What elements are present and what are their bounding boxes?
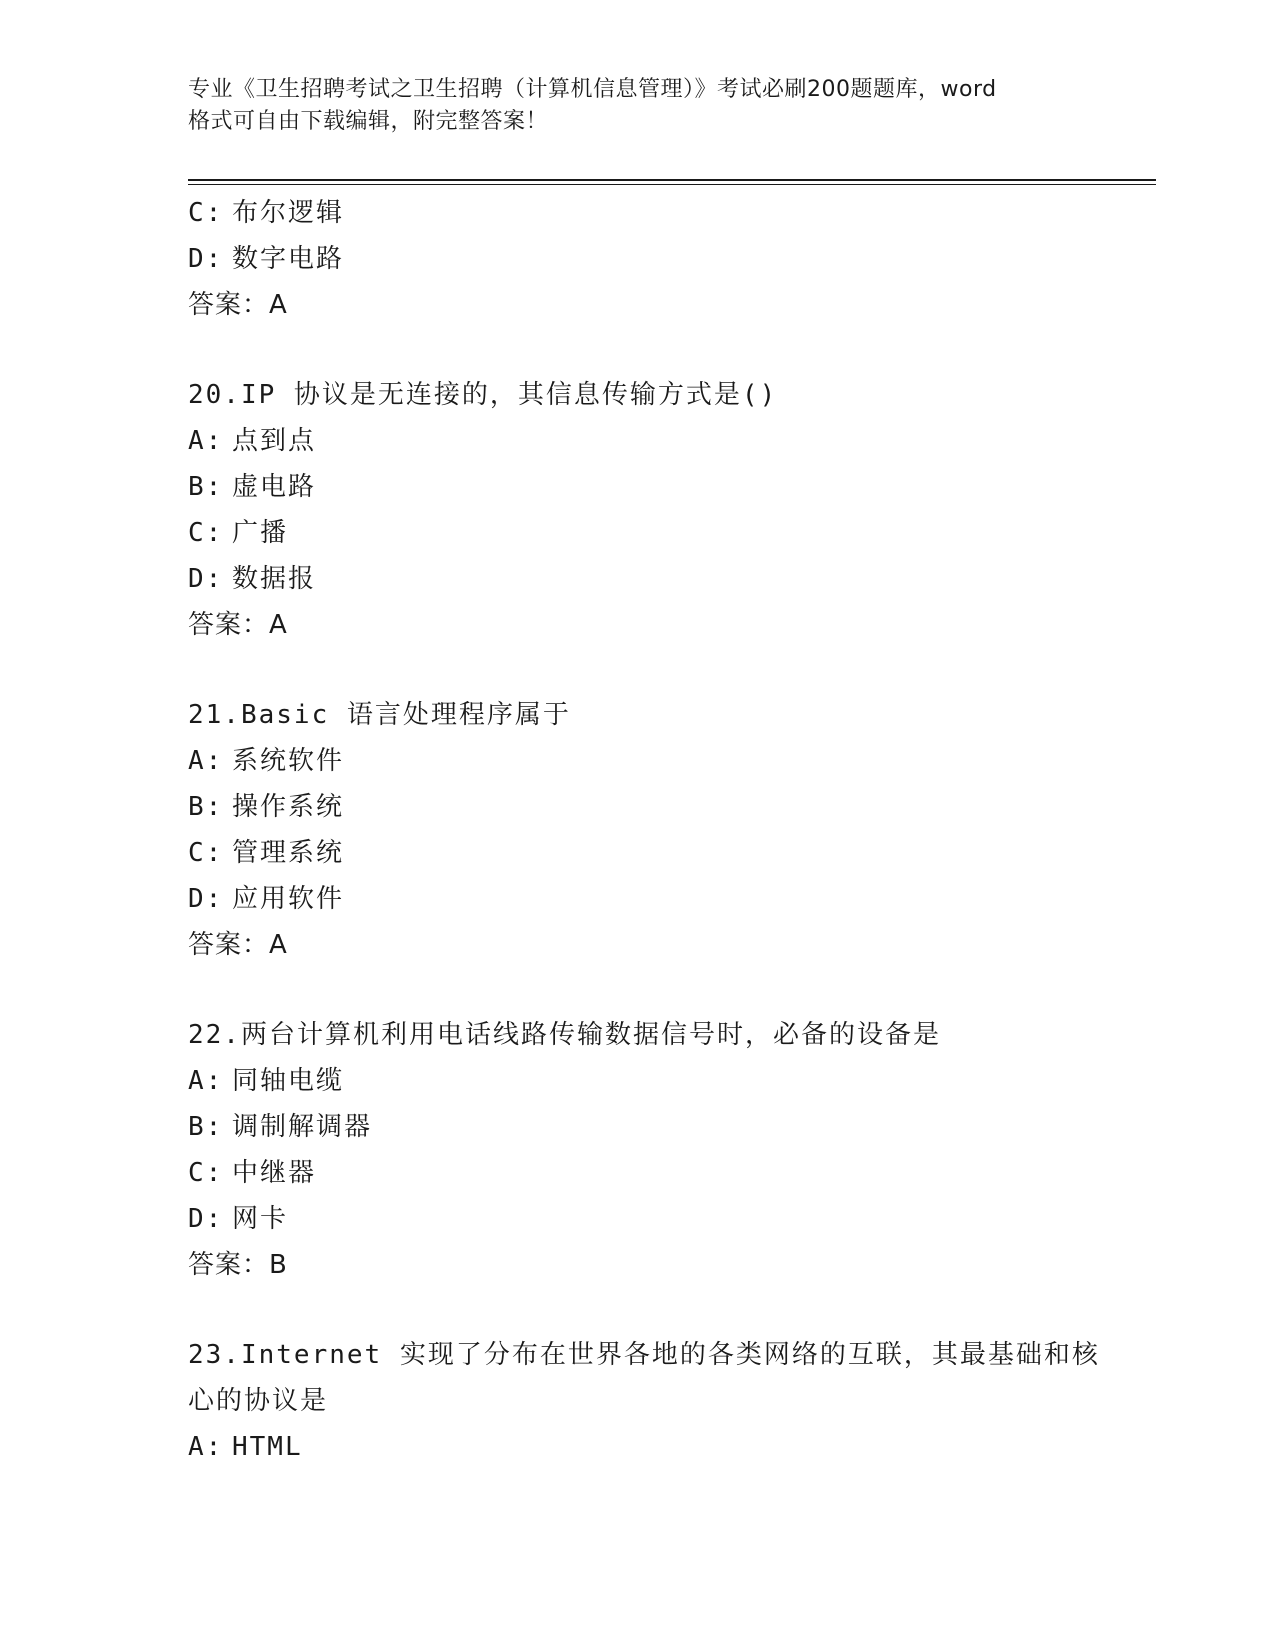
option-text: 操作系统: [232, 792, 345, 822]
option-text: HTML: [232, 1432, 303, 1462]
option-c: [188, 190, 1118, 236]
option-c: [188, 1150, 1118, 1196]
question-title-line-1: 23.Internet 实现了分布在世界各地的各类网络的互联，其最基础和核: [188, 1340, 1100, 1370]
option-text: 网卡: [232, 1204, 289, 1234]
option-text: 管理系统: [232, 838, 345, 868]
option-letter: A:: [188, 746, 224, 776]
option-d: [188, 556, 1118, 602]
spacer: [188, 328, 1118, 372]
spacer: [188, 1288, 1118, 1332]
option-letter: A:: [188, 1066, 224, 1096]
option-text: 广播: [232, 518, 289, 548]
header-line-2: 格式可自由下载编辑，附完整答案！: [188, 109, 549, 134]
option-text: 应用软件: [232, 884, 345, 914]
question-title: 21.Basic 语言处理程序属于: [188, 700, 571, 730]
question-block-partial: [188, 190, 1118, 328]
header-line-1: 专业《卫生招聘考试之卫生招聘（计算机信息管理）》考试必刷200题题库，word: [188, 77, 997, 102]
option-text: 数据报: [232, 564, 317, 594]
answer-line: 答案：B: [188, 1250, 288, 1280]
option-text: 数字电路: [232, 244, 345, 274]
option-a: [188, 418, 1118, 464]
spacer: [188, 648, 1118, 692]
option-b: [188, 784, 1118, 830]
option-letter: A:: [188, 1432, 224, 1462]
option-letter: C:: [188, 1158, 224, 1188]
option-a: [188, 738, 1118, 784]
spacer: [188, 968, 1118, 1012]
option-text: 同轴电缆: [232, 1066, 345, 1096]
question-list: [188, 190, 1118, 1470]
option-letter: D:: [188, 564, 224, 594]
option-text: 中继器: [232, 1158, 317, 1188]
header-divider-thin: [188, 184, 1156, 185]
option-d: [188, 876, 1118, 922]
page-header: [188, 74, 1088, 138]
question-block-22: [188, 1012, 1118, 1288]
option-letter: D:: [188, 244, 224, 274]
answer-line: 答案：A: [188, 290, 288, 320]
option-text: 点到点: [232, 426, 317, 456]
option-text: 调制解调器: [232, 1112, 373, 1142]
option-letter: B:: [188, 792, 224, 822]
option-text: 布尔逻辑: [232, 198, 345, 228]
header-divider-thick: [188, 179, 1156, 181]
question-title: 20.IP 协议是无连接的，其信息传输方式是(): [188, 380, 778, 410]
answer-line: 答案：A: [188, 930, 288, 960]
question-block-23: [188, 1332, 1118, 1470]
option-d: [188, 1196, 1118, 1242]
question-title-line-2: 心的协议是: [188, 1386, 329, 1416]
option-letter: B:: [188, 1112, 224, 1142]
option-letter: B:: [188, 472, 224, 502]
option-c: [188, 510, 1118, 556]
option-letter: C:: [188, 198, 224, 228]
option-a: [188, 1424, 1118, 1470]
option-b: [188, 464, 1118, 510]
answer-line: 答案：A: [188, 610, 288, 640]
question-block-20: [188, 372, 1118, 648]
option-letter: A:: [188, 426, 224, 456]
option-letter: D:: [188, 884, 224, 914]
option-a: [188, 1058, 1118, 1104]
option-text: 系统软件: [232, 746, 345, 776]
option-letter: C:: [188, 518, 224, 548]
option-b: [188, 1104, 1118, 1150]
option-letter: C:: [188, 838, 224, 868]
option-c: [188, 830, 1118, 876]
option-text: 虚电路: [232, 472, 317, 502]
option-d: [188, 236, 1118, 282]
option-letter: D:: [188, 1204, 224, 1234]
question-block-21: [188, 692, 1118, 968]
question-title: 22.两台计算机利用电话线路传输数据信号时，必备的设备是: [188, 1020, 941, 1050]
